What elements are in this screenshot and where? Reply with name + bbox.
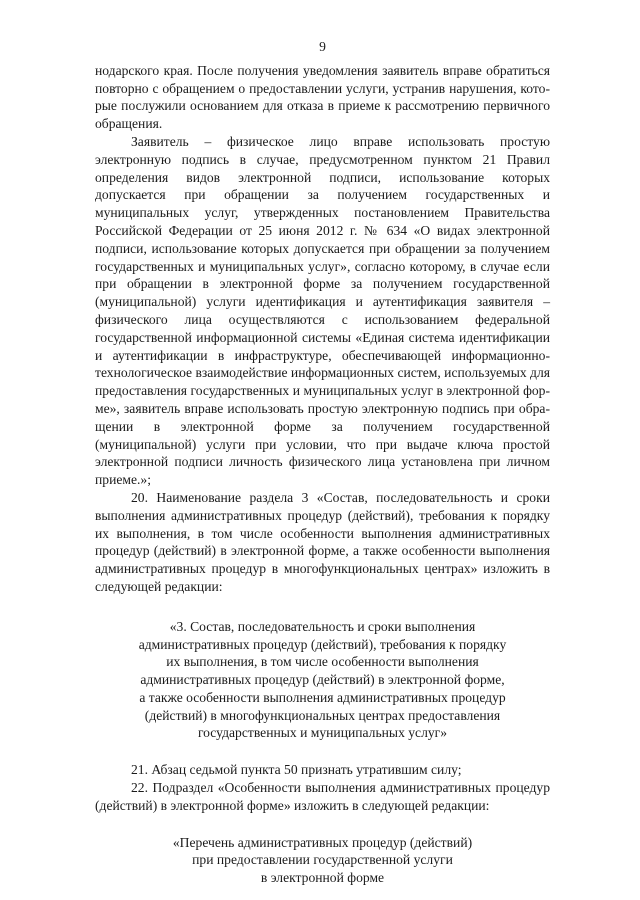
heading-line: «3. Состав, последовательность и сроки выполнения (169, 618, 476, 634)
paragraph-item-22: 22. Подраздел «Особенности выполнения административных процедур (действий) в электронной форме» изложить в следующей редакции: (95, 780, 550, 813)
paragraph-continuation: нодарского края. После получения уведомления заявитель вправе обратиться повторно с обращением о предоставлении услуги, устранив нарушения, которые послужили основанием для отказа в приеме к рассмотрению первичного обращения. (95, 62, 550, 132)
heading-line: административных процедур (действий), требования к порядку (138, 636, 507, 652)
heading-line: (действий) в многофункциональных центрах предоставления (144, 707, 501, 723)
heading-line: административных процедур (действий) в электронной форме, (140, 672, 505, 688)
heading-line: их выполнения, в том числе особенности выполнения (166, 654, 479, 670)
heading-line: а также особенности выполнения административных процедур (139, 689, 506, 705)
heading-line: «Перечень административных процедур (действий) (172, 834, 473, 850)
paragraph-electronic-signature: Заявитель – физическое лицо вправе использовать простую электронную подпись в случае, предусмотренном пунктом 21 Правил определения видов электронной подписи, использование которых допускается при обращении за получением государственных и муниципальных услуг, утвержденных постановлением Правительства Российской Федерации от 25 июня 2012 г. № 634 «О видах электронной подписи, использование которых допускается при обращении за получением государственных и муниципальных услуг», согласно которому, в случае если при обращении в электронной форме за получением государственной (муниципальной) услуги идентификация и аутентификация заявителя – физического лица осуществляются с использованием федеральной государственной информационной системы «Единая система идентификации и аутентификации в инфраструктуре, обеспечивающей информационно-технологическое взаимодействие информационных систем, используемых для предоставления государственных и муниципальных услуг в электронной форме», заявитель вправе использовать простую электронную подпись при обращении в электронной форме за получением государственной (муниципальной) услуги при условии, что при выдаче ключа простой электронной подписи личность физического лица установлена при личном приеме.»; (95, 133, 550, 488)
subsection-heading-quote (95, 834, 550, 887)
document-page (95, 38, 550, 887)
heading-line: в электронной форме (260, 870, 385, 886)
heading-line: государственных и муниципальных услуг» (197, 725, 448, 741)
paragraph-item-21: 21. Абзац седьмой пункта 50 признать утратившим силу; (131, 762, 462, 778)
section-3-heading-quote (95, 618, 550, 743)
page-number: 9 (319, 39, 326, 54)
paragraph-item-20: 20. Наименование раздела 3 «Состав, последовательность и сроки выполнения административных процедур (действий), требования к порядку их выполнения, в том числе особенности выполнения административных процедур (действий) в электронной форме, а также особенности выполнения административных процедур в многофункциональных центрах» изложить в следующей редакции: (95, 489, 550, 594)
heading-line: при предоставлении государственной услуги (192, 852, 453, 868)
